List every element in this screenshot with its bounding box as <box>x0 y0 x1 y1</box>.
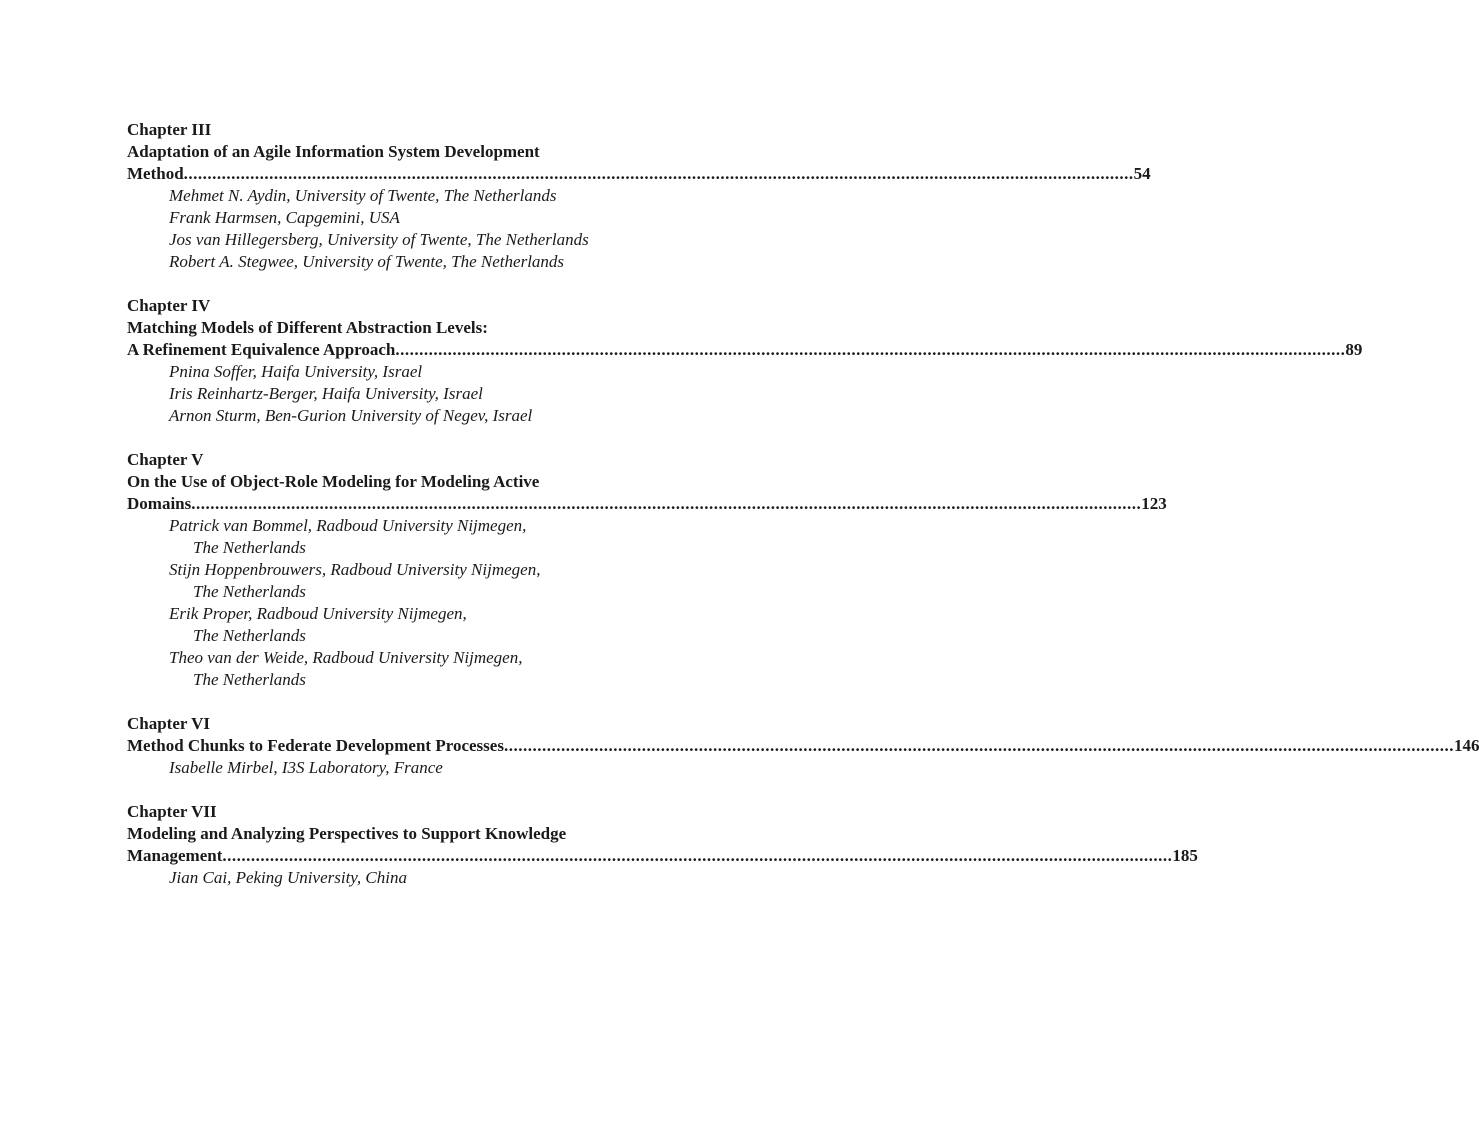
page-number: 123 <box>1141 494 1167 513</box>
dot-leader: ........................................................................................................................................................................................................ <box>503 736 1454 755</box>
author-affiliation-continued: The Netherlands <box>193 582 306 601</box>
page-number: 89 <box>1345 340 1363 359</box>
author-affiliation-continued: The Netherlands <box>193 538 306 557</box>
toc-entry-chapter-3 <box>127 119 1151 273</box>
page-number: 185 <box>1172 846 1198 865</box>
chapter-title-leader-line[interactable] <box>127 339 1363 361</box>
author: Jos van Hillegersberg, University of Twente, The Netherlands <box>169 230 589 249</box>
chapter-title-end: Method <box>127 164 184 183</box>
page-number: 54 <box>1133 164 1151 183</box>
author: Isabelle Mirbel, I3S Laboratory, France <box>169 758 443 777</box>
chapter-title: Matching Models of Different Abstraction Levels: <box>127 318 488 337</box>
chapter-title-end: Management <box>127 846 223 865</box>
dot-leader: ........................................................................................................................................................................................................ <box>191 494 1142 513</box>
chapter-title-end: A Refinement Equivalence Approach <box>127 340 396 359</box>
author: Erik Proper, Radboud University Nijmegen, <box>169 604 467 623</box>
dot-leader: ........................................................................................................................................................................................................ <box>222 846 1173 865</box>
dot-leader: ........................................................................................................................................................................................................ <box>395 340 1346 359</box>
author: Iris Reinhartz-Berger, Haifa University, Israel <box>169 384 483 403</box>
author-affiliation-continued: The Netherlands <box>193 670 306 689</box>
chapter-title-leader-line[interactable] <box>127 163 1151 185</box>
author: Stijn Hoppenbrouwers, Radboud University Nijmegen, <box>169 560 541 579</box>
page-number: 146 <box>1453 736 1479 755</box>
dot-leader: ........................................................................................................................................................................................................ <box>183 164 1134 183</box>
chapter-title-leader-line[interactable] <box>127 845 1198 867</box>
chapter-title: On the Use of Object-Role Modeling for Modeling Active <box>127 472 540 491</box>
toc-entry-chapter-4 <box>127 295 1363 427</box>
author: Mehmet N. Aydin, University of Twente, The Netherlands <box>169 186 557 205</box>
chapter-title: Modeling and Analyzing Perspectives to Support Knowledge <box>127 824 567 843</box>
chapter-label: Chapter VII <box>127 802 217 821</box>
author: Patrick van Bommel, Radboud University Nijmegen, <box>169 516 527 535</box>
chapter-label: Chapter V <box>127 450 204 469</box>
table-of-contents <box>127 119 1479 911</box>
author: Pnina Soffer, Haifa University, Israel <box>169 362 423 381</box>
author-affiliation-continued: The Netherlands <box>193 626 306 645</box>
author: Arnon Sturm, Ben-Gurion University of Negev, Israel <box>169 406 533 425</box>
chapter-label: Chapter III <box>127 120 212 139</box>
chapter-title-end: Domains <box>127 494 192 513</box>
toc-entry-chapter-6 <box>127 713 1479 779</box>
chapter-label: Chapter VI <box>127 714 210 733</box>
chapter-title-end: Method Chunks to Federate Development Processes <box>127 736 504 755</box>
toc-entry-chapter-7 <box>127 801 1198 889</box>
author: Frank Harmsen, Capgemini, USA <box>169 208 400 227</box>
author: Theo van der Weide, Radboud University Nijmegen, <box>169 648 523 667</box>
chapter-title-leader-line[interactable] <box>127 735 1479 757</box>
author: Robert A. Stegwee, University of Twente, The Netherlands <box>169 252 565 271</box>
chapter-title-leader-line[interactable] <box>127 493 1167 515</box>
chapter-title: Adaptation of an Agile Information System Development <box>127 142 540 161</box>
chapter-label: Chapter IV <box>127 296 211 315</box>
author: Jian Cai, Peking University, China <box>169 868 407 887</box>
toc-entry-chapter-5 <box>127 449 1167 691</box>
